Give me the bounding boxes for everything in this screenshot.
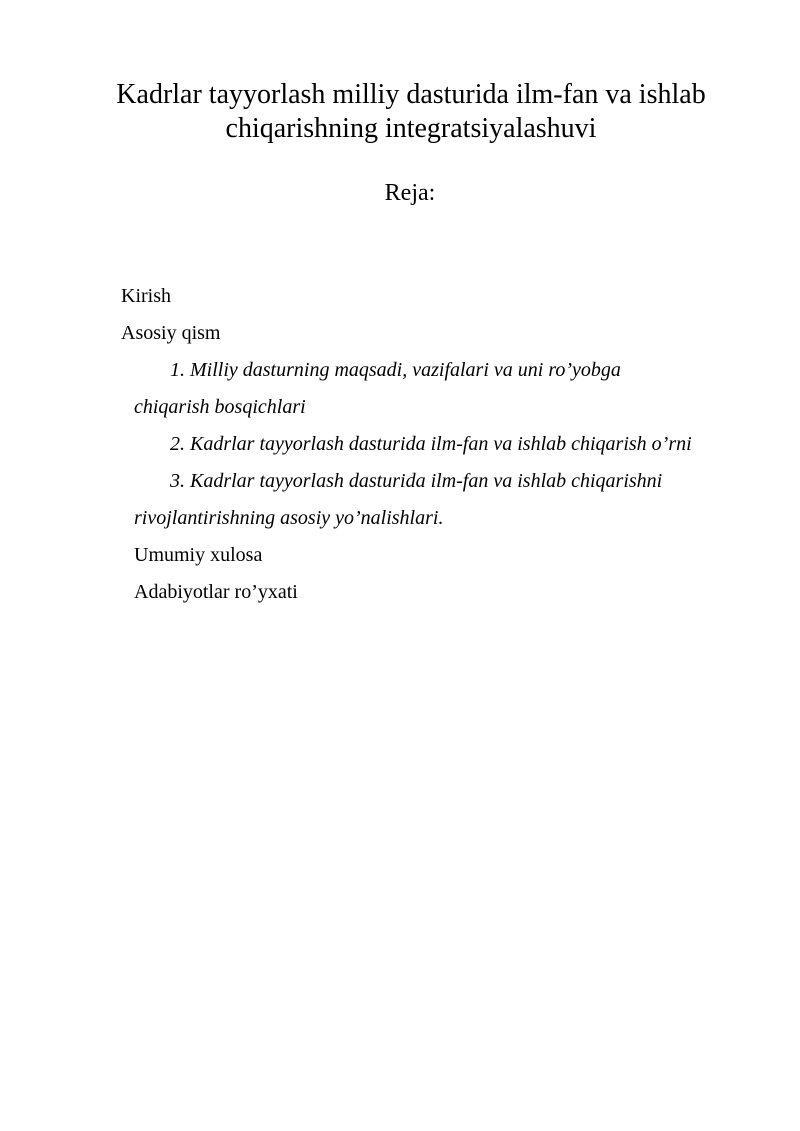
plan-subitem-2-number: 2.: [170, 433, 185, 455]
plan-subitem-1-number: 1.: [170, 359, 185, 381]
title-line-1: Kadrlar tayyorlash milliy dasturida ilm-fan va ishlab: [116, 79, 706, 110]
plan-subitem-1-text-line-2: chiqarish bosqichlari: [134, 396, 306, 418]
plan-subitem-3-number: 3.: [170, 470, 185, 492]
document-title: [60, 78, 762, 146]
plan-subitem-1-text-line-1: Milliy dasturning maqsadi, vazifalari va uni ro’yobga: [190, 359, 621, 381]
plan-item-references: Adabiyotlar ro’yxati: [134, 581, 298, 603]
title-line-2: chiqarishning integratsiyalashuvi: [225, 113, 597, 144]
plan-item-main-part: Asosiy qism: [121, 322, 221, 344]
plan-subitem-3-text-line-1: Kadrlar tayyorlash dasturida ilm-fan va ishlab chiqarishni: [190, 470, 663, 492]
plan-subitem-1: [170, 357, 621, 383]
plan-subitem-2: [170, 431, 692, 457]
plan-subitem-3-text-line-2: rivojlantirishning asosiy yo’nalishlari.: [134, 507, 444, 529]
plan-item-conclusion: Umumiy xulosa: [134, 544, 263, 566]
plan-subitem-3: [170, 468, 662, 494]
plan-heading: Reja:: [384, 180, 436, 206]
plan-item-intro: Kirish: [121, 285, 171, 307]
plan-subitem-2-text-line-1: Kadrlar tayyorlash dasturida ilm-fan va ishlab chiqarish o’rni: [190, 433, 692, 455]
